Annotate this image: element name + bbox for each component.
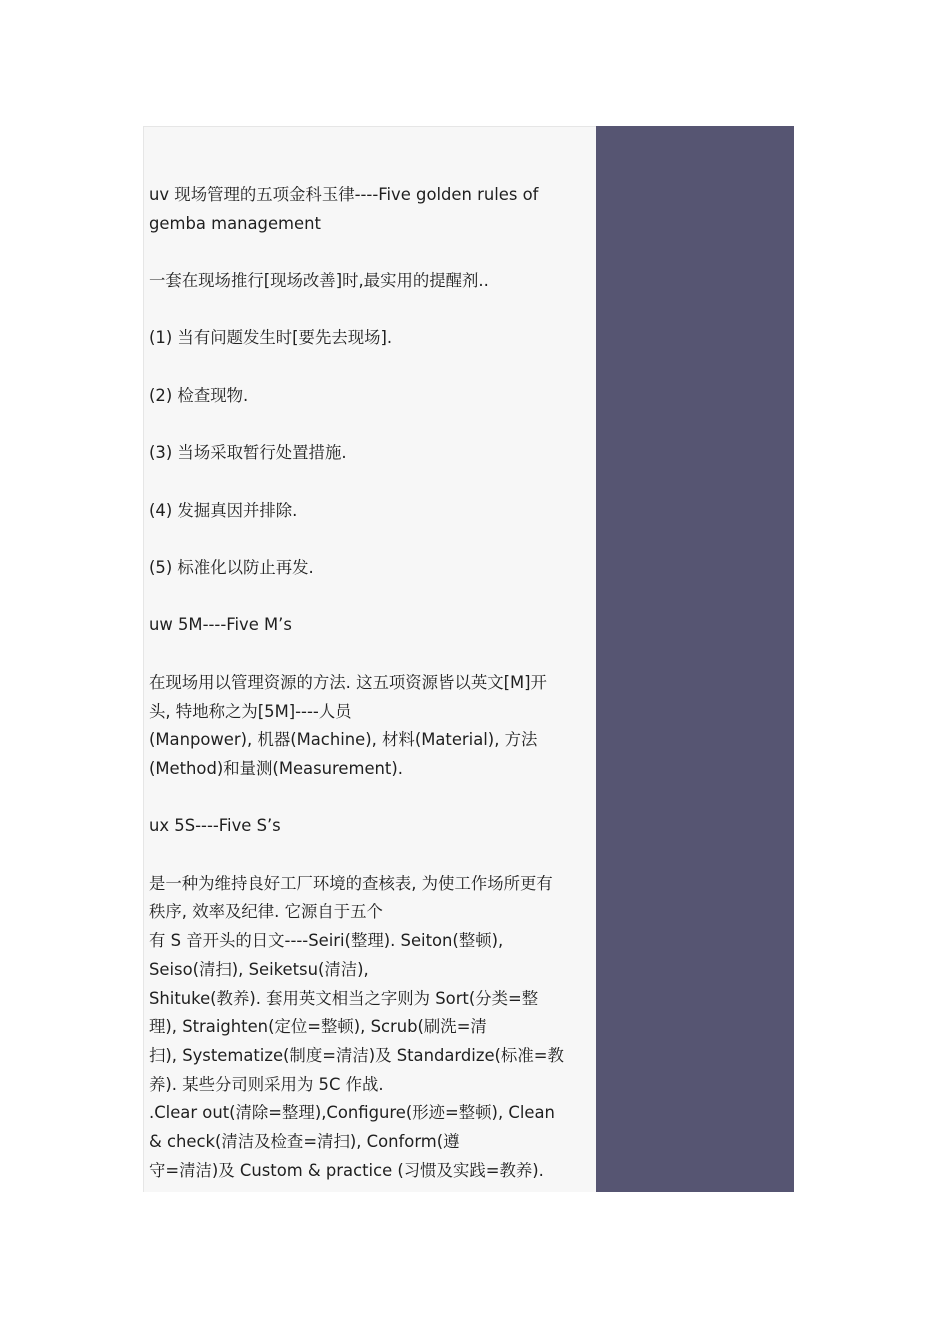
document-body: [149, 181, 595, 1185]
side-bar: [596, 126, 794, 1192]
rule-item: [149, 382, 595, 411]
paragraph-5s-line: 理), Straighten(定位=整顿), Scrub(刷洗=清: [149, 1017, 487, 1037]
paragraph-5s-line: 是一种为维持良好工厂环境的查核表, 为使工作场所更有: [149, 873, 553, 893]
paragraph-5m-line: (Method)和量测(Measurement).: [149, 758, 403, 778]
rule-1-text: (1) 当有问题发生时[要先去现场].: [149, 328, 393, 348]
paragraph-5m-line: 在现场用以管理资源的方法. 这五项资源皆以英文[M]开: [149, 672, 547, 692]
rule-2-text: (2) 检查现物.: [149, 385, 249, 405]
paragraph-5s-line: 养). 某些分司则采用为 5C 作战.: [149, 1074, 384, 1094]
heading-5m-text: uw 5M----Five M’s: [149, 615, 292, 635]
paragraph-5s-line: Shituke(教养). 套用英文相当之字则为 Sort(分类=整: [149, 988, 539, 1008]
paragraph-5s-line: .Clear out(清除=整理),Configure(形迹=整顿), Clean: [149, 1103, 555, 1123]
paragraph-5s-line: 有 S 音开头的日文----Seiri(整理). Seiton(整顿),: [149, 931, 504, 951]
paragraph-5s-line: 守=清洁)及 Custom & practice (习惯及实践=教养).: [149, 1160, 544, 1180]
paragraph-5m-line: 头, 特地称之为[5M]----人员: [149, 701, 352, 721]
paragraph-5s: [149, 870, 595, 1186]
intro-text: 一套在现场推行[现场改善]时,最实用的提醒剂..: [149, 271, 489, 291]
paragraph-5m-line: (Manpower), 机器(Machine), 材料(Material), 方法: [149, 730, 538, 750]
intro-paragraph: [149, 267, 595, 296]
paragraph-5s-line: 扫), Systematize(制度=清洁)及 Standardize(标准=教: [149, 1045, 564, 1065]
rule-item: [149, 439, 595, 468]
heading-5s-text: ux 5S----Five S’s: [149, 816, 281, 836]
paragraph-5s-line: Seiso(清扫), Seiketsu(清洁),: [149, 959, 369, 979]
heading-golden-rules-line-2: gemba management: [149, 213, 321, 233]
rule-4-text: (4) 发掘真因并排除.: [149, 500, 298, 520]
rule-item: [149, 497, 595, 526]
rule-item: [149, 554, 595, 583]
rule-3-text: (3) 当场采取暂行处置措施.: [149, 443, 347, 463]
paragraph-5s-line: 秩序, 效率及纪律. 它源自于五个: [149, 902, 383, 922]
heading-golden-rules: [149, 181, 595, 238]
rule-item: [149, 324, 595, 353]
paragraph-5s-line: & check(清洁及检查=清扫), Conform(遵: [149, 1132, 460, 1152]
heading-golden-rules-line-1: uv 现场管理的五项金科玉律----Five golden rules of: [149, 185, 539, 204]
paragraph-5m: [149, 669, 595, 784]
heading-5m: [149, 611, 595, 640]
heading-5s: [149, 812, 595, 841]
rule-5-text: (5) 标准化以防止再发.: [149, 558, 314, 578]
